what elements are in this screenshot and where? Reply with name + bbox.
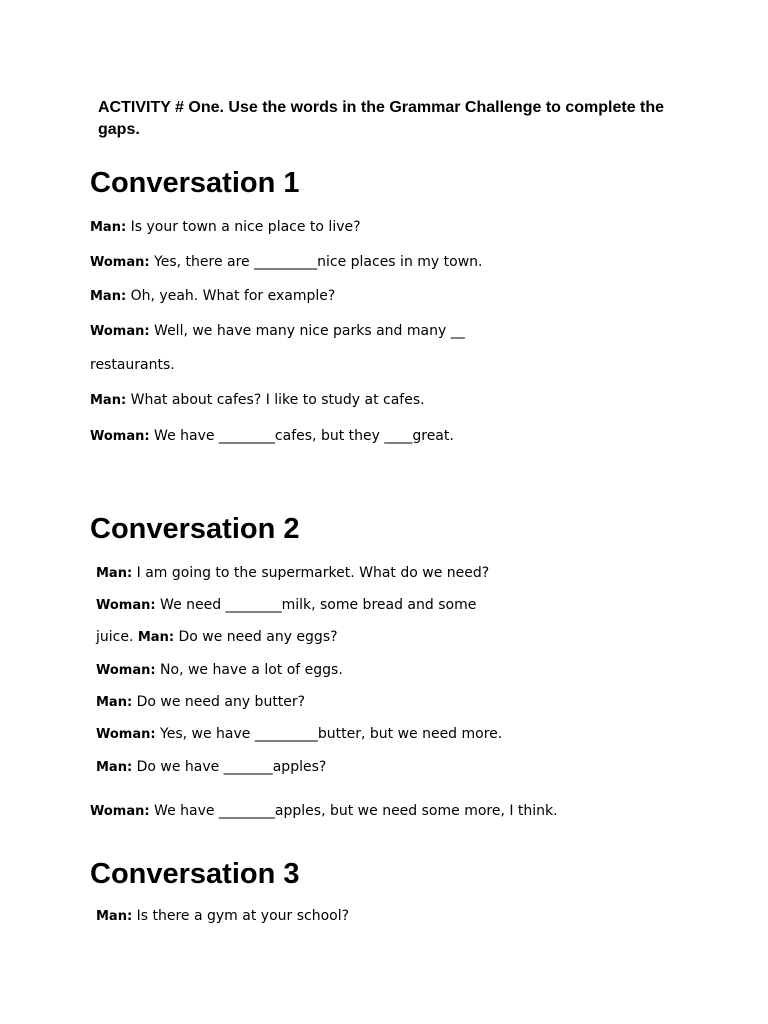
speaker-label: Man: bbox=[90, 393, 127, 408]
dialogue-text: Well, we have many nice parks and many __ bbox=[149, 323, 465, 339]
dialogue-text: No, we have a lot of eggs. bbox=[155, 662, 343, 678]
dialogue-text: Oh, yeah. What for example? bbox=[126, 288, 336, 304]
conversation-1-line bbox=[90, 287, 335, 306]
speaker-label: Man: bbox=[90, 220, 127, 235]
dialogue-text: Yes, we have _________butter, but we need more. bbox=[155, 726, 503, 742]
conversation-3-line bbox=[96, 907, 349, 926]
conversation-2-line bbox=[96, 693, 305, 712]
speaker-label: Woman: bbox=[90, 324, 150, 339]
conversation-1-line bbox=[90, 391, 425, 410]
speaker-label: Woman: bbox=[90, 804, 150, 819]
dialogue-text: Do we need any butter? bbox=[132, 694, 306, 710]
conversation-2-line bbox=[96, 661, 343, 680]
speaker-label: Woman: bbox=[96, 598, 156, 613]
conversation-2-line bbox=[96, 628, 338, 647]
speaker-label: Man: bbox=[96, 566, 133, 581]
dialogue-text: What about cafes? I like to study at cafes. bbox=[126, 392, 425, 408]
conversation-2-heading: Conversation 2 bbox=[90, 513, 300, 545]
conversation-2-line bbox=[96, 725, 502, 744]
activity-instructions: ACTIVITY # One. Use the words in the Grammar Challenge to complete the gaps. bbox=[98, 99, 665, 138]
speaker-label: Man: bbox=[96, 909, 133, 924]
conversation-1-line bbox=[90, 427, 454, 446]
conversation-2-line bbox=[90, 802, 558, 821]
speaker-label: Woman: bbox=[90, 255, 150, 270]
dialogue-text: I am going to the supermarket. What do we need? bbox=[132, 565, 490, 581]
dialogue-text: We have ________cafes, but they ____great. bbox=[149, 428, 454, 444]
dialogue-text: Do we need any eggs? bbox=[174, 629, 338, 645]
speaker-label: Man: bbox=[96, 695, 133, 710]
conversation-3-heading: Conversation 3 bbox=[90, 858, 300, 890]
conversation-1-line bbox=[90, 356, 175, 374]
speaker-label: Woman: bbox=[90, 429, 150, 444]
speaker-label: Man: bbox=[137, 630, 175, 645]
conversation-2-line bbox=[96, 564, 489, 583]
conversation-2-line bbox=[96, 758, 326, 777]
speaker-label: Man: bbox=[96, 760, 133, 775]
dialogue-text: We need ________milk, some bread and some bbox=[155, 597, 477, 613]
dialogue-text: Is your town a nice place to live? bbox=[126, 219, 361, 235]
conversation-1-line bbox=[90, 253, 482, 272]
conversation-1-heading: Conversation 1 bbox=[90, 167, 300, 199]
dialogue-text: Yes, there are _________nice places in my town. bbox=[149, 254, 483, 270]
dialogue-text: Do we have _______apples? bbox=[132, 759, 327, 775]
dialogue-text: We have ________apples, but we need some more, I think. bbox=[149, 803, 558, 819]
dialogue-text: juice. bbox=[96, 629, 138, 645]
conversation-2-line bbox=[96, 596, 476, 615]
speaker-label: Woman: bbox=[96, 663, 156, 678]
dialogue-text: Is there a gym at your school? bbox=[132, 908, 350, 924]
speaker-label: Woman: bbox=[96, 727, 156, 742]
speaker-label: Man: bbox=[90, 289, 127, 304]
conversation-1-line bbox=[90, 218, 361, 237]
dialogue-text: restaurants. bbox=[90, 357, 175, 373]
conversation-1-line bbox=[90, 322, 465, 341]
